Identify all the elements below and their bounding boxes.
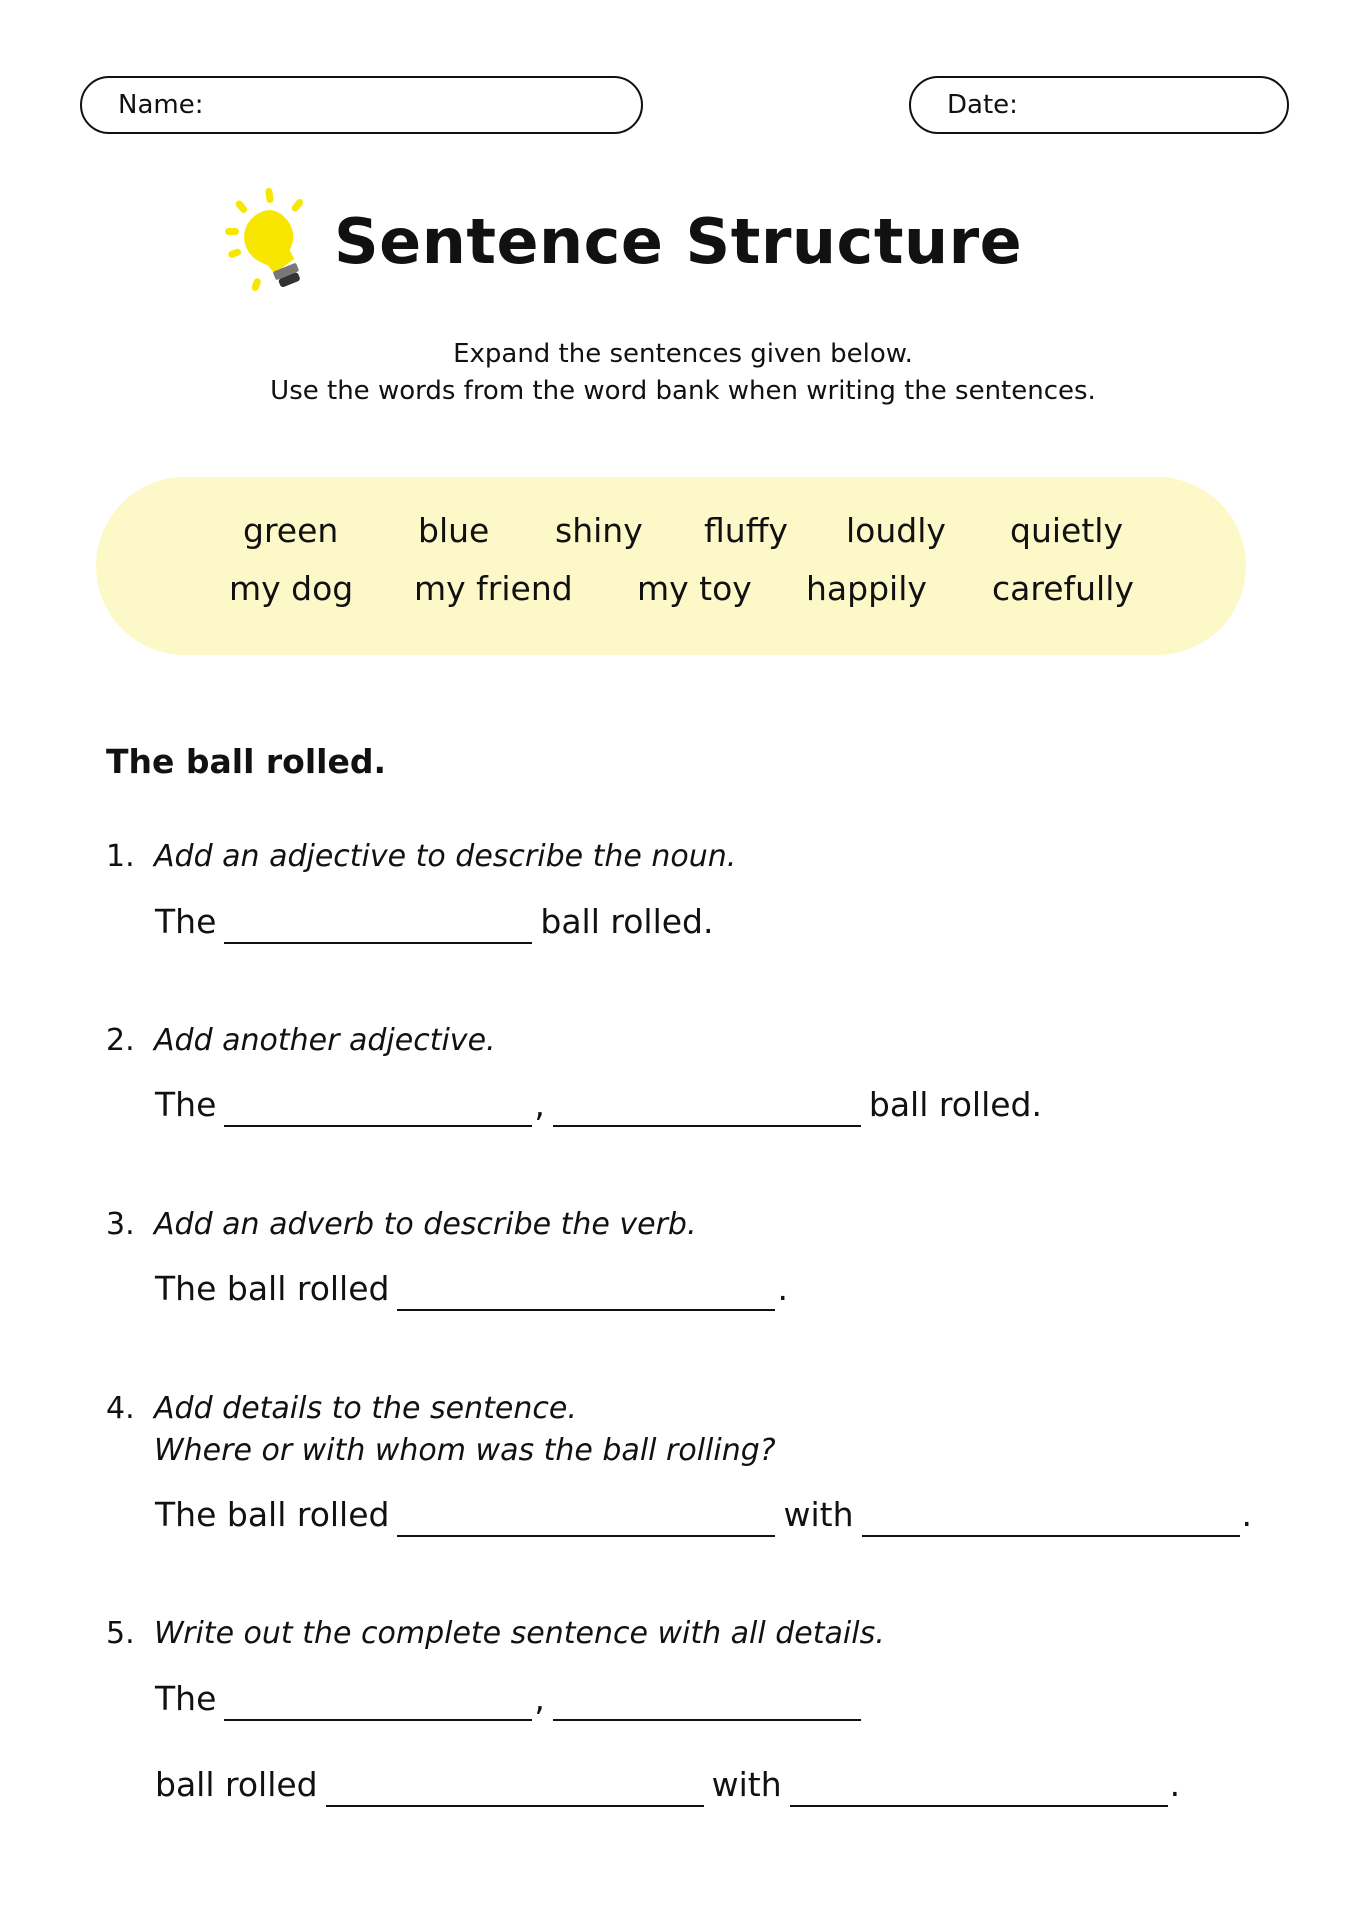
sentence-word: with [711, 1765, 782, 1804]
task-number: 1. [106, 839, 135, 874]
name-field[interactable] [80, 76, 643, 134]
word-bank-item: my friend [414, 569, 573, 608]
instruction-line: Expand the sentences given below. [453, 339, 913, 369]
task-1-instruction [106, 836, 736, 878]
answer-blank[interactable] [224, 1093, 532, 1127]
answer-blank[interactable] [862, 1503, 1240, 1537]
comma: , [534, 1679, 545, 1718]
word-bank [96, 477, 1246, 655]
task-1-answer-line [155, 900, 714, 944]
sentence-word: The [155, 902, 217, 941]
period: . [1169, 1765, 1181, 1804]
answer-blank[interactable] [224, 1687, 532, 1721]
task-text: Add an adverb to describe the verb. [154, 1207, 697, 1242]
sentence-word: ball rolled [155, 1765, 318, 1804]
word-bank-item: blue [418, 511, 490, 550]
lightbulb-icon [222, 186, 322, 296]
task-text: Where or with whom was the ball rolling? [154, 1433, 776, 1468]
sentence-word: The ball rolled [155, 1495, 390, 1534]
word-bank-item: loudly [846, 511, 946, 550]
instruction-line: Use the words from the word bank when writing the sentences. [270, 376, 1096, 406]
base-sentence: The ball rolled. [106, 742, 386, 781]
instructions [0, 336, 1358, 410]
task-text: Add another adjective. [154, 1023, 496, 1058]
task-5-answer-line-1 [155, 1677, 869, 1721]
answer-blank[interactable] [397, 1277, 775, 1311]
task-number: 3. [106, 1207, 135, 1242]
name-label: Name: [118, 90, 204, 120]
word-bank-item: happily [806, 569, 927, 608]
answer-blank[interactable] [326, 1773, 704, 1807]
name-input[interactable] [213, 84, 617, 126]
word-bank-item: my dog [229, 569, 354, 608]
page-title: Sentence Structure [334, 204, 1023, 278]
answer-blank[interactable] [553, 1687, 861, 1721]
date-input[interactable] [1028, 84, 1356, 126]
task-4-answer-line [155, 1493, 1252, 1537]
answer-blank[interactable] [553, 1093, 861, 1127]
task-number: 2. [106, 1023, 135, 1058]
answer-blank[interactable] [397, 1503, 775, 1537]
task-text: Add an adjective to describe the noun. [154, 839, 737, 874]
sentence-word: The [155, 1679, 217, 1718]
task-4-instruction [106, 1388, 776, 1472]
sentence-word: ball rolled. [540, 902, 714, 941]
task-3-instruction [106, 1204, 697, 1246]
task-5-answer-line-2 [155, 1763, 1180, 1807]
period: . [777, 1269, 788, 1308]
date-label: Date: [947, 90, 1018, 120]
period: . [1241, 1495, 1252, 1534]
sentence-word: with [783, 1495, 854, 1534]
answer-blank[interactable] [224, 910, 532, 944]
task-number: 5. [106, 1616, 135, 1651]
task-5-instruction [106, 1613, 885, 1655]
date-field[interactable] [909, 76, 1289, 134]
task-2-instruction [106, 1020, 496, 1062]
task-text: Write out the complete sentence with all details. [154, 1616, 885, 1651]
word-bank-item: carefully [992, 569, 1134, 608]
word-bank-item: my toy [637, 569, 752, 608]
word-bank-item: fluffy [704, 511, 788, 550]
sentence-word: The [155, 1085, 217, 1124]
task-text: Add details to the sentence. [154, 1391, 577, 1426]
word-bank-item: quietly [1010, 511, 1123, 550]
answer-blank[interactable] [790, 1773, 1168, 1807]
sentence-word: ball rolled. [868, 1085, 1042, 1124]
sentence-word: The ball rolled [155, 1269, 390, 1308]
task-2-answer-line [155, 1083, 1042, 1127]
comma: , [534, 1085, 545, 1124]
word-bank-item: shiny [555, 511, 643, 550]
word-bank-item: green [243, 511, 339, 550]
task-3-answer-line [155, 1267, 788, 1311]
title-block [222, 186, 1022, 296]
task-number: 4. [106, 1391, 135, 1426]
